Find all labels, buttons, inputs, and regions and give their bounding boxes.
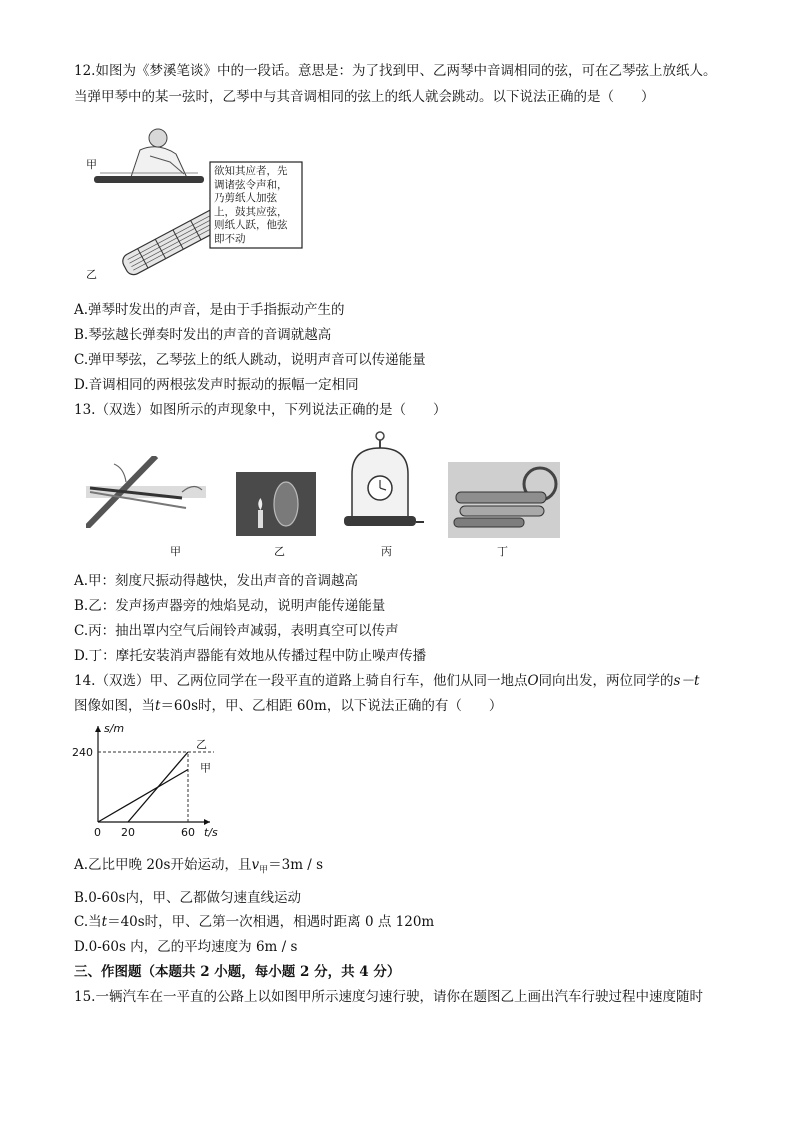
q14-option-c-text: ＝40s时，甲、乙第一次相遇，相遇时距离 0 点 120m: [107, 914, 435, 930]
q12-stem-line-1: 12.如图为《梦溪笔谈》中的一段话。意思是：为了找到甲、乙两琴中音调相同的弦，可在乙琴弦上放纸人。: [74, 63, 717, 79]
quote-line: 乃剪纸人加弦: [214, 192, 277, 204]
x-tick-label: 20: [121, 826, 135, 839]
q14-stem-text: 图像如图，当: [74, 698, 155, 714]
q13-option-b: B.乙：发声扬声器旁的烛焰晃动，说明声能传递能量: [74, 598, 386, 614]
q15-stem: 15.一辆汽车在一平直的公路上以如图甲所示速度匀速行驶，请你在题图乙上画出汽车行驶过程中速度随时: [74, 989, 703, 1005]
q14-option-b: B.0-60s内，甲、乙都做匀速直线运动: [74, 890, 301, 906]
section-title: 三、作图题（本题共 2 小题，每小题 2 分，共 4 分）: [74, 964, 401, 980]
q13-stem: 13.（双选）如图所示的声现象中，下列说法正确的是（ ）: [74, 402, 447, 418]
quote-line: 即不动: [214, 232, 246, 245]
q12-option-a: A.弹琴时发出的声音，是由于手指振动产生的: [74, 302, 345, 318]
y-tick-label: 240: [72, 746, 93, 759]
q12-stem-line-2: 当弹甲琴中的某一弦时，乙琴中与其音调相同的弦上的纸人就会跳动。以下说法正确的是（ ）: [74, 89, 655, 105]
q14-option-a-text: A.乙比甲晚 20s开始运动，且: [74, 857, 252, 873]
speaker-candle-photo: [236, 472, 316, 536]
series-label: 甲: [200, 761, 211, 775]
q13-label-bing: 丙: [381, 545, 392, 558]
q13-option-c: C.丙：抽出罩内空气后闹铃声减弱，表明真空可以传声: [74, 623, 399, 639]
q14-t-symbol: t: [155, 698, 161, 714]
q14-st-symbol: s－t: [673, 673, 700, 689]
series-line-jia: [98, 770, 188, 823]
q13-label-jia: 甲: [170, 545, 181, 558]
y-axis-label: s/m: [104, 722, 125, 735]
motorcycle-muffler-photo: [448, 462, 560, 538]
q13-option-a: A.甲：刻度尺振动得越快，发出声音的音调越高: [74, 573, 359, 589]
q14-stem-text: ＝60s时，甲、乙相距 60m，以下说法正确的有（ ）: [160, 698, 503, 714]
x-axis-label: t/s: [204, 826, 218, 839]
q14-option-c: [74, 913, 434, 931]
q13-label-yi: 乙: [274, 545, 285, 558]
zither-player-illustration: [94, 129, 204, 183]
q12-option-d: D.音调相同的两根弦发声时振动的振幅一定相同: [74, 377, 359, 393]
q14-v-symbol: v: [251, 857, 260, 873]
series-label: 乙: [196, 738, 207, 751]
q14-t-symbol: t: [101, 914, 108, 930]
q14-point-o: O: [527, 673, 539, 689]
q13-option-d: D.丁：摩托安装消声器能有效地从传播过程中防止噪声传播: [74, 648, 427, 664]
quote-line: 上，鼓其应弦，: [214, 205, 288, 218]
y-axis-arrow: [95, 726, 101, 732]
quote-text: [214, 165, 288, 246]
quote-line: 欲知其应者，先: [214, 165, 288, 177]
q12-label-jia: 甲: [86, 158, 97, 171]
q14-v-subscript: 甲: [259, 865, 269, 876]
q14-stem-text: 同向出发，两位同学的: [538, 673, 674, 689]
q14-option-a-text: ＝3m / s: [268, 857, 324, 873]
q14-option-d: D.0-60s 内，乙的平均速度为 6m / s: [74, 939, 298, 955]
q14-option-a: [74, 856, 323, 880]
ruler-vibration-illustration: [86, 456, 206, 528]
q12-option-b: B.琴弦越长弹奏时发出的声音的音调就越高: [74, 327, 332, 343]
x-tick-label: 60: [181, 826, 195, 839]
x-tick-label: 0: [94, 826, 101, 839]
q12-option-c: C.弹甲琴弦，乙琴弦上的纸人跳动，说明声音可以传递能量: [74, 352, 426, 368]
q13-label-ding: 丁: [497, 545, 508, 558]
quote-line: 调诸弦令声和，: [214, 178, 288, 191]
q12-label-yi: 乙: [86, 268, 97, 281]
q14-stem-line-1: [74, 672, 699, 690]
st-chart: [70, 718, 220, 840]
q14-stem-line-2: [74, 697, 502, 715]
quote-line: 则纸人跃，他弦: [214, 219, 288, 231]
q14-stem-text: 14.（双选）甲、乙两位同学在一段平直的道路上骑自行车，他们从同一地点: [74, 673, 528, 689]
bell-jar-illustration: [342, 428, 424, 538]
x-axis-arrow: [204, 819, 210, 825]
q14-option-c-text: C.当: [74, 914, 102, 930]
